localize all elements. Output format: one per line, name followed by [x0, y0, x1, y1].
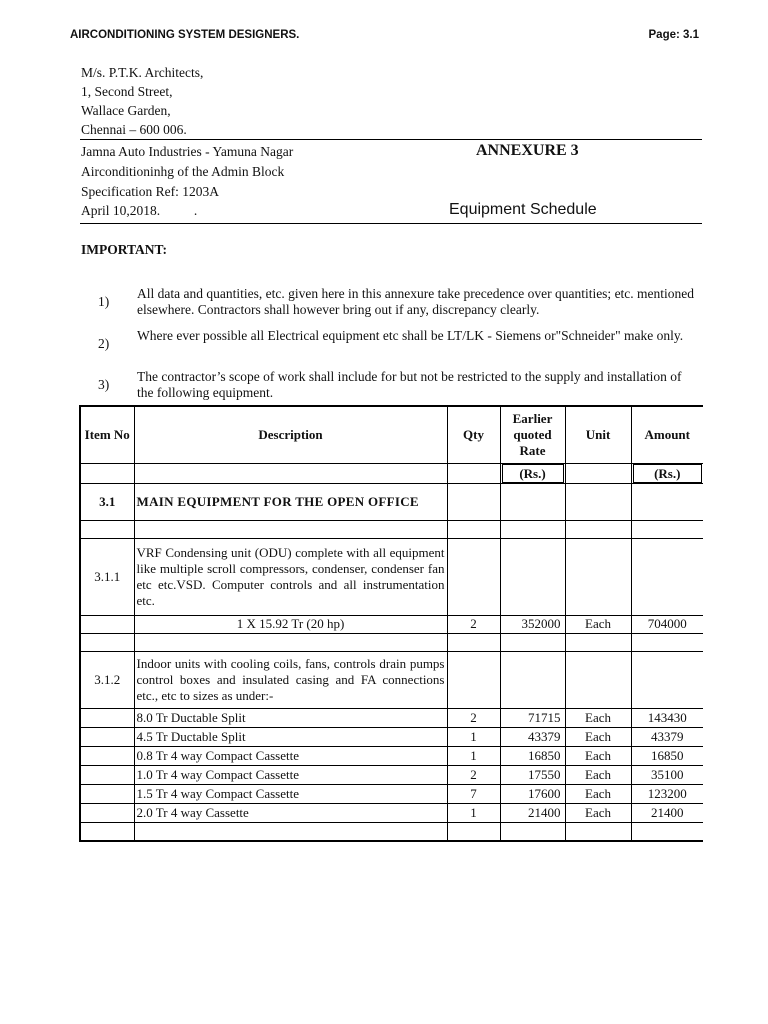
section-title: MAIN EQUIPMENT FOR THE OPEN OFFICE	[134, 483, 447, 520]
row-rate: 17600	[500, 784, 565, 803]
address-line: Wallace Garden,	[81, 103, 171, 118]
item-description: Indoor units with cooling coils, fans, controls drain pumps control boxes and insulated casing and FA connections etc., etc to sizes as under:-	[134, 651, 447, 708]
row-description: 2.0 Tr 4 way Cassette	[134, 803, 447, 822]
row-amount: 35100	[631, 765, 703, 784]
row-unit: Each	[565, 708, 631, 727]
row-amount: 21400	[631, 803, 703, 822]
col-header-amount: Amount	[631, 406, 703, 463]
table-row	[80, 803, 703, 822]
table-row	[80, 746, 703, 765]
col-header-qty: Qty	[447, 406, 500, 463]
col-header-unit: Unit	[565, 406, 631, 463]
row-unit: Each	[565, 746, 631, 765]
amount-currency: (Rs.)	[631, 463, 703, 483]
row-qty: 7	[447, 784, 500, 803]
schedule-title: Equipment Schedule	[449, 201, 597, 218]
client-name: Jamna Auto Industries - Yamuna Nagar	[81, 144, 294, 159]
col-header-item: Item No	[80, 406, 134, 463]
row-qty: 2	[447, 708, 500, 727]
item-row	[80, 538, 703, 615]
item-number: 3.1.1	[80, 538, 134, 615]
row-qty: 2	[447, 615, 500, 633]
table-row	[80, 765, 703, 784]
row-unit: Each	[565, 765, 631, 784]
row-amount: 704000	[631, 615, 703, 633]
company-header: AIRCONDITIONING SYSTEM DESIGNERS.	[70, 29, 300, 41]
row-description: 8.0 Tr Ductable Split	[134, 708, 447, 727]
job-title: Airconditioninhg of the Admin Block	[81, 163, 285, 179]
currency-row	[80, 463, 703, 483]
spacer-row	[80, 822, 703, 841]
note-text: Where ever possible all Electrical equipment etc shall be LT/LK - Siemens or"Schneider" make only.	[137, 328, 684, 343]
row-qty: 2	[447, 765, 500, 784]
note-text: All data and quantities, etc. given here in this annexure take precedence over quantities; etc. mentioned elsewhere. Contractors shall however bring out if any, discrepancy clearly.	[137, 286, 695, 317]
row-rate: 71715	[500, 708, 565, 727]
table-row	[80, 708, 703, 727]
spacer-row	[80, 633, 703, 651]
divider	[80, 139, 702, 140]
annexure-title: ANNEXURE 3	[476, 142, 579, 159]
note-number: 3)	[98, 377, 110, 392]
table-header-row	[80, 406, 703, 463]
item-description: VRF Condensing unit (ODU) complete with all equipment like multiple scroll compressors, condenser, condenser fan etc etc.VSD. Computer controls and all instrumentation etc.	[134, 538, 447, 615]
row-description: 1.0 Tr 4 way Compact Cassette	[134, 765, 447, 784]
spacer-row	[80, 520, 703, 538]
item-number: 3.1.2	[80, 651, 134, 708]
row-amount: 16850	[631, 746, 703, 765]
row-description: 4.5 Tr Ductable Split	[134, 727, 447, 746]
row-rate: 16850	[500, 746, 565, 765]
address-line: Chennai – 600 006.	[81, 122, 187, 137]
project-block	[81, 142, 293, 221]
row-unit: Each	[565, 727, 631, 746]
row-rate: 17550	[500, 765, 565, 784]
address-block	[81, 63, 203, 139]
doc-date: April 10,2018. .	[81, 203, 198, 219]
row-qty: 1	[447, 803, 500, 822]
address-line: 1, Second Street,	[81, 84, 173, 99]
note-text: The contractor’s scope of work shall include for but not be restricted to the supply and installation of the following equipment.	[137, 369, 682, 400]
row-amount: 143430	[631, 708, 703, 727]
section-number: 3.1	[80, 483, 134, 520]
rate-currency: (Rs.)	[500, 463, 565, 483]
spec-ref: Specification Ref: 1203A	[81, 183, 219, 199]
divider	[80, 223, 702, 224]
note-number: 1)	[98, 294, 110, 309]
row-qty: 1	[447, 727, 500, 746]
page-number: Page: 3.1	[648, 29, 699, 41]
equipment-table	[79, 405, 703, 842]
col-header-description: Description	[134, 406, 447, 463]
row-rate: 352000	[500, 615, 565, 633]
table-row	[80, 784, 703, 803]
row-rate: 21400	[500, 803, 565, 822]
row-unit: Each	[565, 803, 631, 822]
table-row	[80, 615, 703, 633]
row-description: 0.8 Tr 4 way Compact Cassette	[134, 746, 447, 765]
row-unit: Each	[565, 784, 631, 803]
section-row	[80, 483, 703, 520]
item-row	[80, 651, 703, 708]
row-unit: Each	[565, 615, 631, 633]
row-amount: 43379	[631, 727, 703, 746]
important-heading: IMPORTANT:	[81, 242, 168, 257]
row-qty: 1	[447, 746, 500, 765]
col-header-rate: Earlier quoted Rate	[500, 406, 565, 463]
row-description: 1.5 Tr 4 way Compact Cassette	[134, 784, 447, 803]
address-line: M/s. P.T.K. Architects,	[81, 65, 204, 80]
row-description: 1 X 15.92 Tr (20 hp)	[134, 615, 447, 633]
table-row	[80, 727, 703, 746]
note-number: 2)	[98, 336, 110, 351]
row-rate: 43379	[500, 727, 565, 746]
row-amount: 123200	[631, 784, 703, 803]
